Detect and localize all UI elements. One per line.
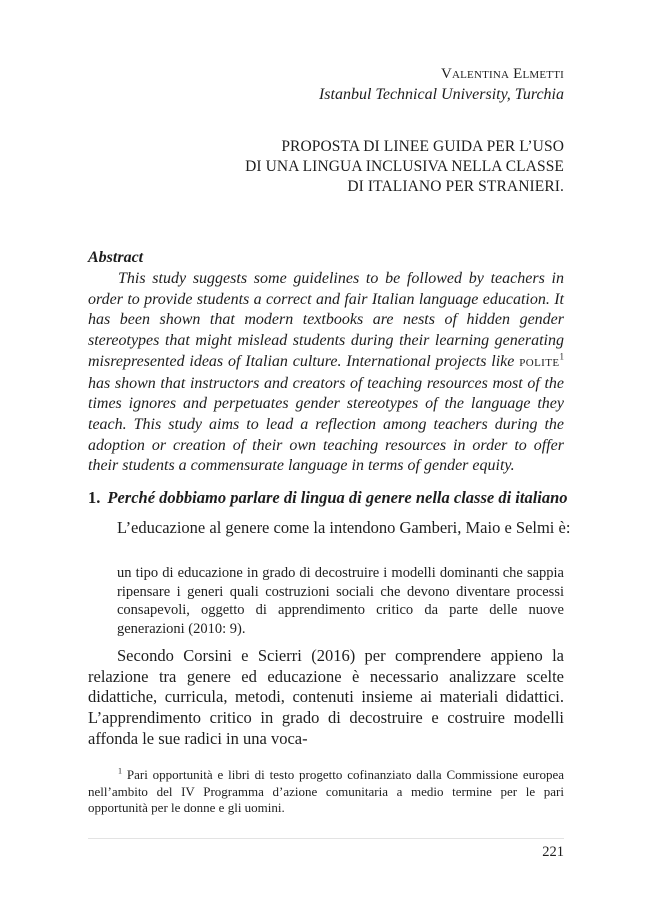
footer-divider <box>88 838 564 839</box>
page-number: 221 <box>542 844 564 860</box>
abstract-heading: Abstract <box>88 249 144 266</box>
section-heading <box>88 488 568 508</box>
section-number: 1. <box>88 488 101 507</box>
block-quote: un tipo di educazione in grado di decostruire i modelli dominanti che sappia ripensare i generi quali costruzioni sociali che devono diventare processi consapevoli, oggetto di apprendimento critico da parte delle nuove generazioni (2010: 9). <box>117 565 564 637</box>
title-line: PROPOSTA DI LINEE GUIDA PER L’USO <box>281 138 564 155</box>
title-line: DI ITALIANO PER STRANIERI. <box>347 178 564 195</box>
footnote-text: Pari opportunità e libri di testo progetto cofinanziato dalla Commissione europea nell’ambito del IV Programma d’azione comunitaria a medio termine per le pari opportunità per le donne e gli uomini. <box>88 767 565 815</box>
project-name-polite: POLITE <box>519 356 560 369</box>
footnote-marker: 1 <box>118 766 122 776</box>
abstract-text: This study suggests some guidelines to be followed by teachers in order to provide students a correct and fair Italian language education. It has been shown that modern textbooks are nests of hidden gender stereotypes that might mislead students during their learning generating misrepresented ideas of Italian culture. International projects like <box>88 270 564 370</box>
title-line: DI UNA LINGUA INCLUSIVA NELLA CLASSE <box>245 158 564 175</box>
section-title: Perché dobbiamo parlare di lingua di genere nella classe di italiano <box>107 488 568 507</box>
abstract-body <box>88 269 564 477</box>
footnote <box>88 767 564 817</box>
footnote-reference[interactable]: 1 <box>559 351 564 362</box>
paper-title <box>245 137 564 197</box>
body-paragraph: Secondo Corsini e Scierri (2016) per comprendere appieno la relazione tra genere ed educazione è necessario analizzare scelte didattiche, curricula, metodi, contenuti insieme ai materiali didattici. L’apprendimento critico in grado di decostruire e costruire modelli affonda le sue radici in una voca- <box>88 646 564 748</box>
author-name: Valentina Elmetti <box>440 66 564 82</box>
section-intro: L’educazione al genere come la intendono Gamberi, Maio e Selmi è: <box>117 518 571 537</box>
author-affiliation: Istanbul Technical University, Turchia <box>318 86 564 103</box>
abstract-text-continued: has shown that instructors and creators of teaching resources most of the times ignores and perpetuates gender stereotypes of the language they teach. This study aims to lead a reflection among teachers during the adoption or creation of their own teaching resources in order to offer their students a commensurate language in terms of gender equity. <box>88 374 564 475</box>
